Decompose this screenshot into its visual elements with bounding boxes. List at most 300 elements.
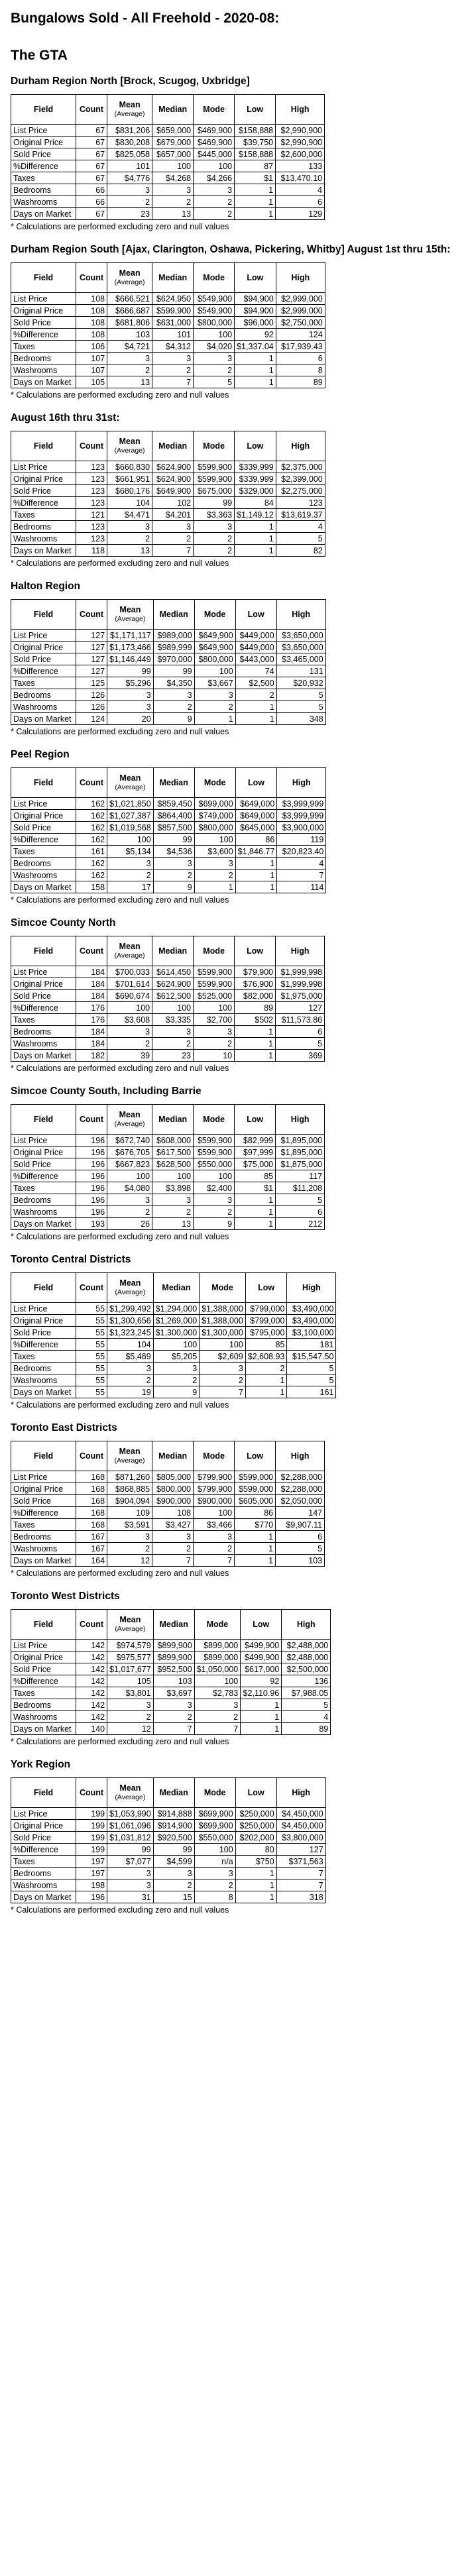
table-cell: 126: [76, 689, 107, 701]
stats-table: [11, 767, 326, 893]
table-row: [11, 1026, 325, 1038]
table-cell: 3: [153, 1699, 194, 1711]
table-row: [11, 1640, 331, 1652]
table-cell: 2: [194, 1206, 235, 1218]
table-cell: 92: [235, 329, 276, 341]
table-cell: $3,999,999: [277, 810, 326, 822]
table-cell: 1: [235, 713, 276, 725]
column-header-high: [276, 431, 325, 461]
table-cell: $1,895,000: [276, 1135, 325, 1147]
footnote: * Calculations are performed excluding zero and null values: [11, 1737, 229, 1746]
table-cell: 100: [194, 834, 235, 846]
stats-section: [11, 1254, 453, 1410]
table-cell: $7,077: [107, 1856, 154, 1868]
table-row: [11, 665, 326, 677]
row-label: Taxes: [11, 846, 76, 858]
footnote: * Calculations are performed excluding zero and null values: [11, 1232, 229, 1241]
table-row: [11, 1868, 326, 1879]
column-header-field: [11, 1778, 76, 1808]
table-cell: $4,721: [107, 341, 152, 353]
table-cell: 126: [76, 701, 107, 713]
table-cell: 2: [194, 1038, 235, 1050]
column-header-mode: [194, 936, 235, 966]
table-cell: 129: [276, 208, 325, 220]
stats-section: [11, 1591, 453, 1747]
table-cell: 162: [76, 869, 107, 881]
row-label: Sold Price: [11, 1663, 76, 1675]
table-cell: $649,000: [235, 810, 277, 822]
table-cell: 7: [276, 1868, 325, 1879]
page-title: Bungalows Sold - All Freehold - 2020-08:: [11, 11, 280, 26]
table-cell: 5: [276, 1543, 325, 1555]
column-header-label: Count: [80, 1283, 104, 1292]
table-cell: 162: [76, 834, 107, 846]
column-header-label: Mode: [203, 946, 225, 956]
table-cell: 85: [235, 1170, 276, 1182]
row-label: Washrooms: [11, 701, 76, 713]
table-cell: 2: [194, 208, 235, 220]
row-label: List Price: [11, 1471, 76, 1483]
table-cell: 123: [76, 533, 107, 545]
column-header-label: Mode: [203, 441, 225, 451]
table-cell: $96,000: [235, 317, 276, 329]
column-header-sublabel: (Average): [115, 615, 146, 623]
table-cell: 193: [76, 1218, 107, 1230]
stats-section: [11, 244, 453, 400]
table-row: [11, 545, 325, 557]
table-cell: $3,650,000: [276, 630, 325, 642]
row-label: Sold Price: [11, 485, 76, 497]
column-header-label: Count: [80, 1788, 104, 1797]
table-cell: $3,801: [107, 1687, 154, 1699]
table-cell: $2,990,900: [276, 137, 325, 148]
column-header-count: [76, 600, 107, 630]
table-cell: 100: [152, 1002, 194, 1014]
table-cell: 55: [76, 1386, 107, 1398]
column-header-field: [11, 936, 76, 966]
table-cell: $2,399,000: [276, 473, 325, 485]
table-cell: $599,900: [194, 1135, 235, 1147]
table-cell: 3: [107, 1026, 152, 1038]
table-cell: $899,000: [194, 1652, 241, 1663]
footnote: * Calculations are performed excluding zero and null values: [11, 390, 229, 400]
table-cell: $612,500: [152, 990, 194, 1002]
row-label: Sold Price: [11, 1495, 76, 1507]
table-cell: 4: [276, 184, 325, 196]
table-cell: 55: [76, 1303, 107, 1315]
table-cell: 8: [276, 364, 325, 376]
stats-section: [11, 1086, 453, 1242]
table-cell: $680,176: [107, 485, 152, 497]
row-label: Bedrooms: [11, 1026, 76, 1038]
section-heading: Toronto Central Districts: [11, 1254, 131, 1265]
column-header-sublabel: (Average): [114, 447, 145, 455]
row-label: List Price: [11, 125, 76, 137]
table-header-row: [11, 263, 325, 293]
table-cell: 101: [152, 329, 194, 341]
footnote: * Calculations are performed excluding zero and null values: [11, 1064, 229, 1073]
table-row: [11, 1555, 325, 1567]
column-header-median: [152, 1105, 194, 1135]
table-cell: 123: [76, 485, 107, 497]
row-label: List Price: [11, 966, 76, 978]
column-header-field: [11, 1273, 76, 1303]
table-cell: $657,000: [152, 148, 194, 160]
column-header-label: Low: [247, 778, 264, 787]
row-label: Original Price: [11, 473, 76, 485]
table-cell: 184: [76, 1038, 107, 1050]
column-header-sublabel: (Average): [115, 783, 146, 791]
column-header-field: [11, 263, 76, 293]
section-heading: Toronto West Districts: [11, 1591, 120, 1602]
table-cell: $1,294,000: [153, 1303, 200, 1315]
row-label: Taxes: [11, 1351, 76, 1363]
table-cell: 199: [76, 1844, 107, 1856]
table-cell: 109: [107, 1507, 152, 1519]
column-header-mean: [107, 1273, 154, 1303]
table-cell: 168: [76, 1519, 107, 1531]
stats-section: [11, 749, 453, 905]
column-header-mode: [194, 431, 235, 461]
column-header-mean: [107, 431, 152, 461]
table-cell: 212: [276, 1218, 325, 1230]
table-row: [11, 305, 325, 317]
table-cell: $2,750,000: [276, 317, 325, 329]
table-cell: 105: [107, 1675, 154, 1687]
table-cell: 1: [235, 1206, 276, 1218]
table-header-row: [11, 1105, 325, 1135]
table-cell: 55: [76, 1315, 107, 1327]
table-cell: 108: [76, 329, 107, 341]
table-cell: $1,027,387: [107, 810, 154, 822]
table-cell: 13: [107, 376, 152, 388]
table-cell: 142: [76, 1699, 107, 1711]
column-header-label: Count: [80, 105, 104, 114]
row-label: %Difference: [11, 160, 76, 172]
table-cell: $94,900: [235, 305, 276, 317]
table-row: [11, 798, 326, 810]
column-header-mode: [194, 1105, 235, 1135]
table-cell: $989,999: [153, 642, 194, 653]
table-cell: 2: [153, 869, 194, 881]
table-cell: $666,687: [107, 305, 152, 317]
table-cell: $624,900: [152, 461, 194, 473]
row-label: Original Price: [11, 1483, 76, 1495]
table-cell: 100: [194, 1507, 235, 1519]
row-label: Original Price: [11, 642, 76, 653]
column-header-label: Median: [158, 1115, 188, 1124]
table-row: [11, 1363, 336, 1374]
column-header-high: [276, 1778, 325, 1808]
table-cell: $2,110.96: [241, 1687, 282, 1699]
table-cell: 1: [235, 1543, 276, 1555]
table-cell: $1: [235, 1182, 276, 1194]
row-label: List Price: [11, 1640, 76, 1652]
table-cell: 142: [76, 1675, 107, 1687]
table-cell: 1: [235, 881, 277, 893]
table-cell: $550,000: [194, 1158, 235, 1170]
footnote: * Calculations are performed excluding zero and null values: [11, 1400, 229, 1410]
table-cell: $2,609: [200, 1351, 246, 1363]
table-cell: 5: [276, 1038, 325, 1050]
table-cell: $681,806: [107, 317, 152, 329]
table-cell: 1: [235, 1050, 276, 1062]
table-cell: $900,000: [194, 1495, 235, 1507]
table-cell: 1: [235, 521, 276, 533]
row-label: Washrooms: [11, 1543, 76, 1555]
column-header-label: High: [302, 1283, 321, 1292]
table-cell: 67: [76, 137, 107, 148]
table-cell: 26: [107, 1218, 152, 1230]
table-cell: $4,599: [153, 1856, 194, 1868]
table-cell: $2,500: [235, 677, 276, 689]
table-cell: $667,823: [107, 1158, 152, 1170]
table-cell: $94,900: [235, 293, 276, 305]
table-cell: 100: [107, 1002, 152, 1014]
table-cell: 162: [76, 798, 107, 810]
column-header-label: High: [291, 441, 310, 451]
table-cell: 12: [107, 1555, 152, 1567]
table-cell: 92: [241, 1675, 282, 1687]
table-cell: $2,488,000: [282, 1640, 331, 1652]
column-header-label: Field: [33, 273, 54, 282]
row-label: Sold Price: [11, 822, 76, 834]
table-cell: $1,061,096: [107, 1820, 154, 1832]
table-cell: 10: [194, 1050, 235, 1062]
table-cell: 3: [107, 1531, 152, 1543]
table-cell: 100: [107, 1170, 152, 1182]
column-header-count: [76, 1273, 107, 1303]
table-cell: 104: [107, 497, 152, 509]
column-header-label: Median: [158, 441, 188, 451]
table-cell: 7: [194, 1555, 235, 1567]
column-header-mode: [194, 1610, 241, 1640]
table-cell: 100: [194, 665, 235, 677]
table-cell: $1,975,000: [276, 990, 325, 1002]
table-cell: 12: [107, 1723, 154, 1735]
table-cell: $1,031,812: [107, 1832, 154, 1844]
column-header-label: Median: [159, 1788, 188, 1797]
table-cell: $660,830: [107, 461, 152, 473]
table-cell: $449,000: [235, 642, 276, 653]
footnote: * Calculations are performed excluding zero and null values: [11, 222, 229, 231]
table-cell: 3: [152, 184, 194, 196]
column-header-label: Field: [33, 946, 54, 956]
table-cell: $1,999,998: [276, 978, 325, 990]
column-header-label: High: [290, 1115, 310, 1124]
column-header-sublabel: (Average): [115, 1793, 146, 1801]
table-cell: $599,900: [152, 305, 194, 317]
table-header-row: [11, 95, 325, 125]
section-heading: August 16th thru 31st:: [11, 412, 120, 423]
row-label: Days on Market: [11, 1386, 76, 1398]
table-cell: 2: [194, 533, 235, 545]
table-cell: 196: [76, 1182, 107, 1194]
table-cell: 196: [76, 1206, 107, 1218]
table-cell: $13,619.37: [276, 509, 325, 521]
table-cell: 9: [153, 881, 194, 893]
table-cell: 1: [235, 1194, 276, 1206]
table-cell: 3: [194, 689, 235, 701]
row-label: Original Price: [11, 1820, 76, 1832]
column-header-label: Median: [159, 610, 188, 619]
table-cell: 99: [107, 665, 154, 677]
table-cell: $1,053,990: [107, 1808, 154, 1820]
table-cell: 5: [287, 1374, 336, 1386]
table-cell: 2: [107, 533, 152, 545]
column-header-field: [11, 1105, 76, 1135]
column-header-median: [153, 1273, 200, 1303]
table-cell: $4,201: [152, 509, 194, 521]
table-cell: $864,400: [153, 810, 194, 822]
table-cell: 3: [194, 1868, 235, 1879]
column-header-label: Mode: [203, 778, 226, 787]
table-cell: $9,907.11: [276, 1519, 325, 1531]
table-cell: 197: [76, 1868, 107, 1879]
table-cell: 181: [287, 1339, 336, 1351]
table-header-row: [11, 600, 326, 630]
table-cell: $250,000: [235, 1820, 276, 1832]
column-header-sublabel: (Average): [115, 1625, 146, 1633]
table-cell: $628,500: [152, 1158, 194, 1170]
table-cell: 55: [76, 1351, 107, 1363]
table-cell: $3,466: [194, 1519, 235, 1531]
column-header-high: [277, 768, 326, 798]
table-cell: 3: [107, 184, 152, 196]
table-cell: $914,900: [153, 1820, 194, 1832]
table-cell: 108: [76, 305, 107, 317]
column-header-mode: [194, 600, 235, 630]
row-label: Days on Market: [11, 1050, 76, 1062]
table-cell: $699,900: [194, 1820, 235, 1832]
footnote: * Calculations are performed excluding zero and null values: [11, 1569, 229, 1578]
table-row: [11, 1374, 336, 1386]
table-cell: $3,999,999: [277, 798, 326, 810]
table-header-row: [11, 1778, 326, 1808]
column-header-mean: [107, 263, 152, 293]
row-label: Washrooms: [11, 533, 76, 545]
table-cell: $4,536: [153, 846, 194, 858]
table-cell: $3,427: [152, 1519, 194, 1531]
table-row: [11, 1543, 325, 1555]
table-cell: $676,705: [107, 1147, 152, 1158]
stats-table: [11, 1441, 325, 1567]
table-cell: 2: [152, 1543, 194, 1555]
table-cell: $675,000: [194, 485, 235, 497]
table-cell: 1: [235, 184, 276, 196]
section-heading: Halton Region: [11, 581, 81, 592]
row-label: Taxes: [11, 1856, 76, 1868]
row-label: Original Price: [11, 978, 76, 990]
row-label: List Price: [11, 798, 76, 810]
table-cell: 199: [76, 1832, 107, 1844]
column-header-label: Mean: [119, 773, 141, 783]
table-cell: 5: [276, 701, 325, 713]
table-cell: 2: [200, 1374, 246, 1386]
column-header-count: [76, 1610, 107, 1640]
table-cell: 2: [153, 1374, 200, 1386]
table-cell: $3,490,000: [287, 1303, 336, 1315]
column-header-mean: [107, 936, 152, 966]
table-cell: $1,171,117: [107, 630, 154, 642]
table-cell: $920,500: [153, 1832, 194, 1844]
table-cell: $502: [235, 1014, 276, 1026]
table-cell: 31: [107, 1891, 154, 1903]
column-header-high: [276, 600, 325, 630]
table-cell: $1,017,677: [107, 1663, 154, 1675]
table-cell: 2: [107, 196, 152, 208]
table-row: [11, 1832, 326, 1844]
table-cell: 103: [153, 1675, 194, 1687]
table-cell: $661,951: [107, 473, 152, 485]
table-cell: $672,740: [107, 1135, 152, 1147]
column-header-label: Mean: [119, 437, 141, 446]
table-cell: 184: [76, 966, 107, 978]
column-header-label: Count: [80, 1115, 104, 1124]
column-header-label: Median: [158, 105, 188, 114]
table-cell: $3,898: [152, 1182, 194, 1194]
table-cell: $750: [235, 1856, 276, 1868]
row-label: Bedrooms: [11, 521, 76, 533]
table-cell: 84: [235, 497, 276, 509]
table-cell: 3: [153, 858, 194, 869]
table-cell: 55: [76, 1339, 107, 1351]
table-cell: 103: [107, 329, 152, 341]
row-label: Sold Price: [11, 990, 76, 1002]
table-cell: 162: [76, 810, 107, 822]
section-heading: Simcoe County North: [11, 917, 116, 928]
table-cell: 3: [107, 689, 154, 701]
table-row: [11, 846, 326, 858]
table-cell: 369: [276, 1050, 325, 1062]
table-cell: $700,033: [107, 966, 152, 978]
table-cell: $7,988.05: [282, 1687, 331, 1699]
table-row: [11, 990, 325, 1002]
table-cell: $371,563: [276, 1856, 325, 1868]
table-cell: $202,000: [235, 1832, 276, 1844]
table-cell: 136: [282, 1675, 331, 1687]
table-cell: $445,000: [194, 148, 235, 160]
table-cell: $1,269,000: [153, 1315, 200, 1327]
row-label: %Difference: [11, 1844, 76, 1856]
table-cell: 108: [76, 293, 107, 305]
table-cell: 82: [276, 545, 325, 557]
table-cell: 1: [235, 353, 276, 364]
stats-section: [11, 76, 453, 232]
table-cell: 167: [76, 1543, 107, 1555]
table-row: [11, 1386, 336, 1398]
table-cell: 1: [235, 1891, 276, 1903]
table-cell: $20,932: [276, 677, 325, 689]
stats-section: [11, 412, 453, 569]
column-header-label: Mean: [119, 1110, 141, 1119]
row-label: Bedrooms: [11, 858, 76, 869]
table-cell: 5: [276, 689, 325, 701]
table-cell: 5: [282, 1699, 331, 1711]
table-cell: 168: [76, 1471, 107, 1483]
row-label: Sold Price: [11, 653, 76, 665]
column-header-label: Field: [33, 610, 54, 619]
table-cell: 124: [76, 713, 107, 725]
table-cell: $617,500: [152, 1147, 194, 1158]
table-cell: 162: [76, 822, 107, 834]
column-header-mean: [107, 95, 152, 125]
column-header-field: [11, 600, 76, 630]
table-cell: 2: [107, 1711, 154, 1723]
table-cell: 123: [76, 521, 107, 533]
table-cell: 3: [152, 1026, 194, 1038]
row-label: Washrooms: [11, 364, 76, 376]
